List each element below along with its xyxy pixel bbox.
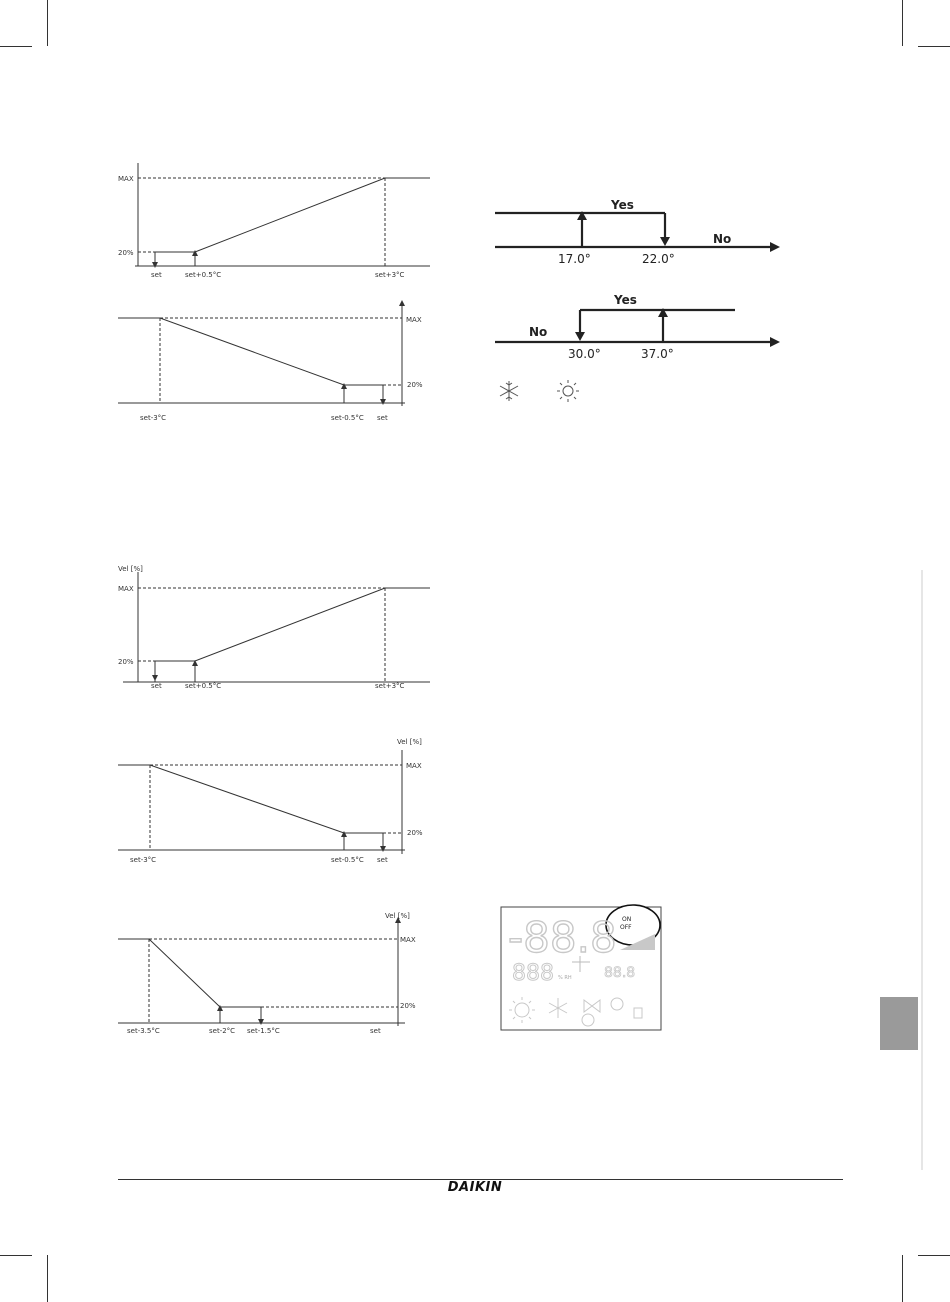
snowflake-icon [498, 380, 520, 402]
y-min-label: 20% [407, 829, 423, 837]
x-label-1: set [151, 682, 162, 690]
y-min-label: 20% [400, 1002, 416, 1010]
yes-label: Yes [611, 198, 634, 212]
no-label: No [529, 325, 548, 339]
y-max-label: MAX [118, 175, 134, 183]
x-label-2: set+0.5°C [185, 682, 222, 690]
ramp-chart-5 [115, 908, 440, 1043]
crop-mark [47, 1255, 48, 1302]
x-label-1: set [151, 271, 162, 279]
crop-mark [47, 0, 48, 46]
y-max-label: MAX [118, 585, 134, 593]
x-label-1: set-3°C [140, 414, 167, 422]
y-min-label: 20% [118, 249, 134, 257]
brand-logo: DAIKIN [447, 1180, 503, 1195]
y-max-label: MAX [406, 316, 422, 324]
y-max-label: MAX [406, 762, 422, 770]
crop-mark [918, 1255, 950, 1256]
lcd-digits-left: 888 [512, 961, 554, 986]
y-max-label: MAX [400, 936, 416, 944]
lcd-big-digits: -88.8 [508, 913, 617, 962]
x-label-2: set-0.5°C [331, 414, 364, 422]
hysteresis-heat [495, 290, 785, 365]
x-label-3: set+3°C [375, 271, 405, 279]
y-min-label: 20% [118, 658, 134, 666]
threshold-1: 17.0° [558, 252, 591, 266]
x-label-3: set+3°C [375, 682, 405, 690]
side-thumb-line [921, 570, 923, 1170]
hysteresis-cool [495, 195, 785, 270]
lcd-display [500, 900, 665, 1032]
y-axis-label: Vel [%] [397, 738, 422, 746]
x-label-3: set [377, 856, 388, 864]
x-label-2: set-2°C [209, 1027, 236, 1035]
crop-mark [0, 1255, 32, 1256]
y-axis-label: Vel [%] [385, 912, 410, 920]
y-axis-label: Vel [%] [118, 565, 143, 573]
no-label: No [713, 232, 732, 246]
ramp-chart-1 [105, 160, 435, 285]
ramp-chart-4 [115, 732, 440, 867]
y-min-label: 20% [407, 381, 423, 389]
yes-label: Yes [614, 293, 637, 307]
threshold-2: 22.0° [642, 252, 675, 266]
ramp-chart-3 [105, 560, 435, 690]
crop-mark [902, 0, 903, 46]
lcd-digits-right: 88.8 [604, 965, 636, 981]
crop-mark [902, 1255, 903, 1302]
lcd-unit-rh: % RH [558, 975, 572, 981]
threshold-2: 37.0° [641, 347, 674, 361]
section-tab [880, 997, 918, 1050]
on-label: ON [622, 916, 632, 923]
x-label-2: set+0.5°C [185, 271, 222, 279]
x-label-2: set-0.5°C [331, 856, 364, 864]
crop-mark [0, 46, 32, 47]
x-label-4: set [370, 1027, 381, 1035]
x-label-1: set-3.5°C [127, 1027, 160, 1035]
off-label: OFF [620, 924, 632, 931]
x-label-1: set-3°C [130, 856, 157, 864]
threshold-1: 30.0° [568, 347, 601, 361]
ramp-chart-2 [115, 300, 440, 430]
x-label-3: set [377, 414, 388, 422]
crop-mark [918, 46, 950, 47]
sun-icon [556, 379, 580, 403]
x-label-3: set-1.5°C [247, 1027, 280, 1035]
